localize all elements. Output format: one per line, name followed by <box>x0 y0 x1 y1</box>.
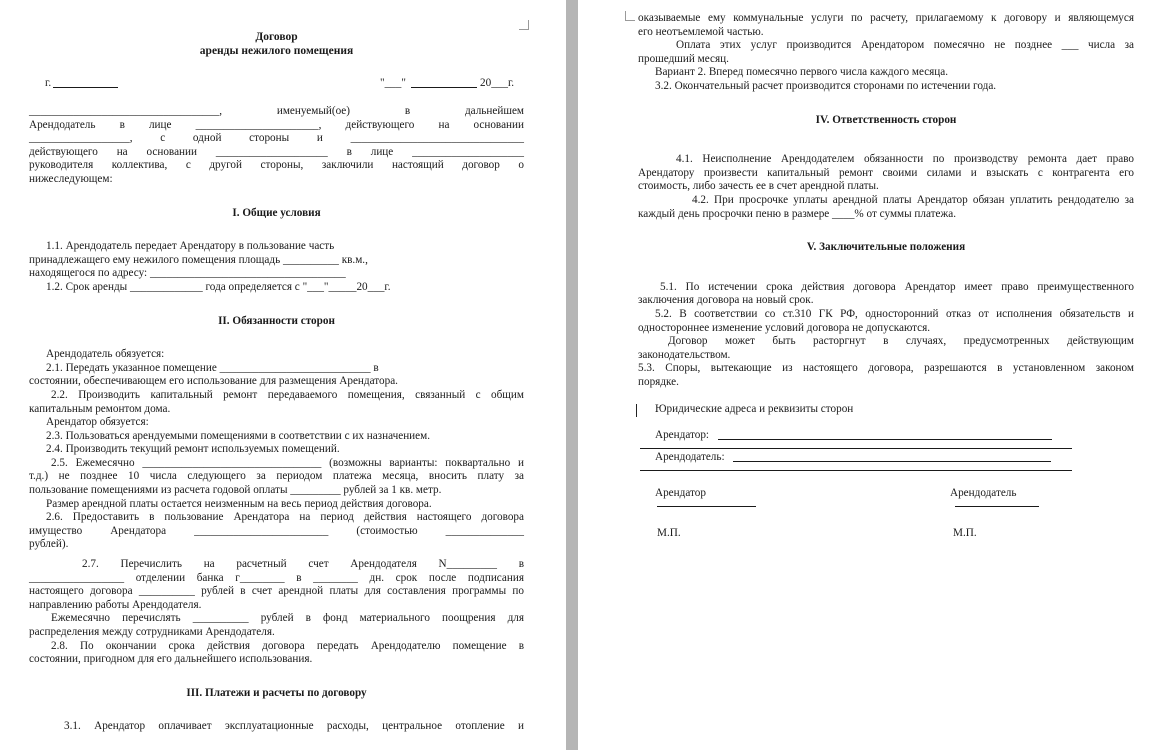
clause-5-2: законодательством. <box>638 348 731 361</box>
clause-2-2: 2.2. Производить капитальный ремонт передаваемого помещения, связанный с общим <box>51 388 524 401</box>
page-corner-mark <box>519 20 529 30</box>
clause-1-1: находящегося по адресу: ___________________________________ <box>29 267 346 280</box>
clause-4-2: каждый день просрочки пеню в размере ____% от суммы платежа. <box>638 207 957 220</box>
signature-block <box>638 487 1134 557</box>
clause-1-1: принадлежащего ему нежилого помещения площадь __________ кв.м., <box>29 253 368 266</box>
clause-2-5: пользование помещениями из расчета годовой оплаты _________ рублей за 1 кв. метр. <box>29 484 442 497</box>
clause-5-2: одностороннее изменение условий договора не допускаются. <box>638 321 931 334</box>
clause-2-4: 2.4. Производить текущий ремонт используемых помещений. <box>46 443 340 456</box>
tenant-requisites-label: Арендатор: <box>655 429 710 442</box>
clause-2-6: 2.6. Предоставить в пользование Арендатора на период действия настоящего договора <box>46 511 524 524</box>
tenant-requisites-blank <box>718 429 1052 440</box>
section-1-heading: I. Общие условия <box>232 206 321 219</box>
clause-5-1: 5.1. По истечении срока действия договора Арендатор имеет право преимущественного <box>660 280 1134 293</box>
clause-2-5: 2.5. Ежемесячно ________________________________ (возможны варианты: поквартально и <box>51 456 524 469</box>
clause-4-1: Арендатору произвести капитальный ремонт своими силами и взыскать с контрагента его <box>638 166 1134 179</box>
landlord-obligations-label: Арендодатель обязуется: <box>46 348 165 361</box>
clause-4-1: 4.1. Неисполнение Арендодателем обязанности по производству ремонта дает право <box>676 153 1134 166</box>
clause-2-1: 2.1. Передать указанное помещение ___________________________ в <box>46 361 379 374</box>
clause-5-2: Договор может быть расторгнут в случаях, предусмотренных действующим <box>668 335 1134 348</box>
clause-2-2: капитальным ремонтом дома. <box>29 402 171 415</box>
document-title-line1: Договор <box>255 31 298 43</box>
tenant-signature-label: Арендатор <box>655 487 706 500</box>
clause-2-3: 2.3. Пользоваться арендуемыми помещениями в соответствии с их назначением. <box>46 429 431 442</box>
clause-4-2: 4.2. При просрочке уплаты арендной платы Арендатор обязан уплатить рендодателю за <box>692 193 1134 206</box>
date-year: 20___г. <box>480 77 515 89</box>
landlord-stamp: М.П. <box>953 527 977 540</box>
preamble-line: нижеследующем: <box>29 172 113 185</box>
page-2-content <box>638 0 1134 557</box>
clause-3-1: 3.1. Арендатор оплачивает эксплуатационные расходы, центральное отопление и <box>64 720 524 733</box>
clause-3-1: оказываемые ему коммунальные услуги по расчету, прилагаемому к договору и являющемуся <box>638 12 1134 24</box>
clause-5-3: порядке. <box>638 375 679 388</box>
clause-3-2: 3.2. Окончательный расчет производится сторонами по истечении года. <box>655 79 997 92</box>
date-month-blank <box>411 77 477 88</box>
landlord-requisites-line <box>638 451 1134 465</box>
tenant-obligations-label: Арендатор обязуется: <box>46 416 149 429</box>
clause-1-2: 1.2. Срок аренды _____________ года определяется с "___"_____20___г. <box>46 280 391 293</box>
page-gap <box>566 0 578 750</box>
landlord-requisites-blank <box>733 451 1051 462</box>
clause-2-6: рублей). <box>29 538 69 551</box>
clause-2-7: Ежемесячно перечислять __________ рублей в фонд материального поощрения для <box>51 612 524 625</box>
date-day: "___" <box>380 77 406 89</box>
clause-3-1-variant: Вариант 2. Вперед помесячно первого числа каждого месяца. <box>655 66 949 79</box>
preamble-line: руководителя коллектива, с другой стороны, заключили настоящий договор о <box>29 159 524 172</box>
tenant-signature-line <box>657 506 756 507</box>
clause-1-1: 1.1. Арендодатель передает Арендатору в пользование часть <box>46 240 335 253</box>
clause-2-7: распределения между сотрудниками Арендодателя. <box>29 626 275 638</box>
section-2-heading: II. Обязанности сторон <box>218 314 335 327</box>
document-page-2[interactable] <box>578 0 1157 750</box>
clause-5-3: 5.3. Споры, вытекающие из настоящего договора, разрешаются в установленном законом <box>638 362 1134 375</box>
clause-3-1: его неотъемлемой частью. <box>638 25 764 38</box>
clause-2-7: 2.7. Перечислить на расчетный счет Арендодателя N_________ в <box>82 558 524 571</box>
clause-2-5: Размер арендной платы остается неизменным на весь период действия договора. <box>46 497 432 510</box>
clause-2-8: 2.8. По окончании срока действия договора передать Арендодателю помещение в <box>51 639 524 652</box>
preamble-line: Арендодатель в лице ______________________, действующего на основании <box>29 118 524 131</box>
tenant-requisites-line <box>638 429 1134 443</box>
clause-2-1: состоянии, обеспечивающем его использование для размещения Арендатора. <box>29 375 398 388</box>
city-date-line <box>29 77 524 91</box>
landlord-signature-label: Арендодатель <box>950 487 1017 500</box>
text-cursor <box>636 404 637 417</box>
clause-4-1: стоимость, либо зачесть ее в счет арендной платы. <box>638 180 879 193</box>
landlord-signature-line <box>955 506 1039 507</box>
clause-2-5: т.д.) не позднее 10 числа следующего за периодом платежа месяца, вносить плату за <box>29 470 524 483</box>
clause-3-1: Оплата этих услуг производится Арендатором помесячно не позднее ___ числа за <box>676 39 1134 52</box>
section-3-heading: III. Платежи и расчеты по договору <box>186 686 367 699</box>
clause-2-7: направлению работы Арендодателя. <box>29 598 202 611</box>
document-title-line2: аренды нежилого помещения <box>199 45 354 57</box>
page-1-content <box>29 30 524 734</box>
city-prefix: г. <box>45 77 52 89</box>
clause-3-1: прошедший месяц. <box>638 52 729 65</box>
landlord-requisites-label: Арендодатель: <box>655 451 725 464</box>
preamble-line: __________________, с одной стороны и _______________________________ <box>29 132 524 145</box>
document-page-1[interactable] <box>0 0 566 750</box>
clause-2-7: _________________ отделении банка г________ в ________ дн. срок после подписания <box>29 571 524 584</box>
clause-2-8: состоянии, пригодном для его дальнейшего использования. <box>29 653 313 666</box>
city-blank <box>53 77 118 88</box>
section-5-heading: V. Заключительные положения <box>806 241 966 254</box>
clause-2-6: имущество Арендатора ________________________ (стоимостью ______________ <box>29 524 524 537</box>
clause-5-1: заключения договора на новый срок. <box>638 294 814 307</box>
page-corner-mark <box>625 11 635 21</box>
clause-5-2: 5.2. В соответствии со ст.310 ГК РФ, односторонний отказ от исполнения обязательств и <box>655 307 1134 320</box>
tenant-stamp: М.П. <box>657 527 681 540</box>
preamble-line: __________________________________, именуемый(ое) в дальнейшем <box>29 105 524 117</box>
preamble-line: действующего на основании ____________________ в лице ____________________ <box>29 145 524 158</box>
clause-2-7: настоящего договора __________ рублей в счет арендной платы для составления программы по <box>29 585 524 598</box>
section-4-heading: IV. Ответственность сторон <box>815 113 957 126</box>
requisites-heading: Юридические адреса и реквизиты сторон <box>655 403 854 416</box>
